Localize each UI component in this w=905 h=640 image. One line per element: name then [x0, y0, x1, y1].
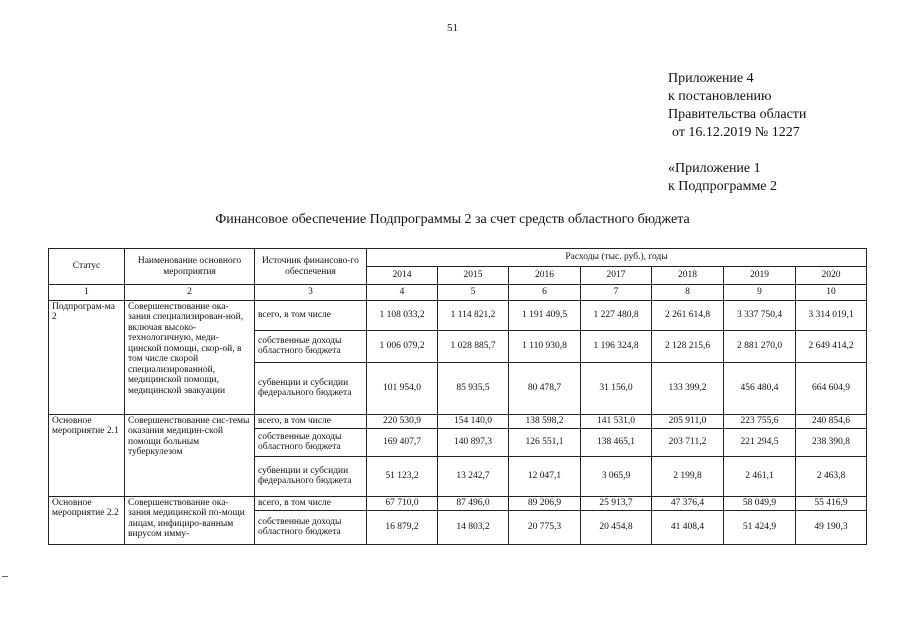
- table-row: [49, 496, 867, 510]
- event-cell: Совершенствование ока-зания медицинской по-мощи лицам, инфициро-ванным вирусом имму-: [125, 496, 255, 544]
- appendix-line: Приложение 4: [668, 71, 754, 86]
- value-cell: 1 110 930,8: [509, 330, 581, 362]
- column-number: 6: [509, 285, 581, 301]
- appendix-line: от 16.12.2019 № 1227: [672, 125, 800, 140]
- table-row: [49, 300, 867, 330]
- status-cell: Основное мероприятие 2.2: [49, 496, 125, 544]
- column-number: 8: [652, 285, 724, 301]
- appendix-ref-block: [668, 160, 777, 196]
- value-cell: 80 478,7: [509, 362, 581, 414]
- value-cell: 2 199,8: [652, 456, 724, 496]
- value-cell: 141 531,0: [581, 414, 652, 428]
- value-cell: 87 496,0: [438, 496, 509, 510]
- value-cell: 205 911,0: [652, 414, 724, 428]
- value-cell: 67 710,0: [367, 496, 438, 510]
- value-cell: 55 416,9: [796, 496, 867, 510]
- value-cell: 138 598,2: [509, 414, 581, 428]
- value-cell: 51 424,9: [724, 510, 796, 544]
- source-cell: всего, в том числе: [255, 496, 367, 510]
- value-cell: 133 399,2: [652, 362, 724, 414]
- source-cell: субвенции и субсидии федерального бюджета: [255, 456, 367, 496]
- value-cell: 13 242,7: [438, 456, 509, 496]
- document-title: Финансовое обеспечение Подпрограммы 2 за счет средств областного бюджета: [215, 212, 690, 227]
- column-number: 10: [796, 285, 867, 301]
- value-cell: 169 407,7: [367, 428, 438, 456]
- value-cell: 126 551,1: [509, 428, 581, 456]
- value-cell: 456 480,4: [724, 362, 796, 414]
- value-cell: 12 047,1: [509, 456, 581, 496]
- event-cell: Совершенствование сис-темы оказания медицин-ской помощи больным туберкулезом: [125, 414, 255, 496]
- header-year: 2017: [581, 267, 652, 285]
- value-cell: 1 227 480,8: [581, 300, 652, 330]
- source-cell: всего, в том числе: [255, 414, 367, 428]
- column-number: 3: [255, 285, 367, 301]
- header-status: Статус: [49, 249, 125, 285]
- header-expenses: Расходы (тыс. руб.), годы: [367, 249, 867, 267]
- column-number: 1: [49, 285, 125, 301]
- status-cell: Подпрограм-ма 2: [49, 300, 125, 414]
- header-year: 2016: [509, 267, 581, 285]
- source-cell: собственные доходы областного бюджета: [255, 428, 367, 456]
- header-event: Наименование основного мероприятия: [125, 249, 255, 285]
- header-year: 2020: [796, 267, 867, 285]
- header-year: 2015: [438, 267, 509, 285]
- value-cell: 47 376,4: [652, 496, 724, 510]
- column-number-row: [49, 285, 867, 301]
- value-cell: 203 711,2: [652, 428, 724, 456]
- value-cell: 2 261 614,8: [652, 300, 724, 330]
- value-cell: 1 108 033,2: [367, 300, 438, 330]
- value-cell: 20 454,8: [581, 510, 652, 544]
- value-cell: 2 649 414,2: [796, 330, 867, 362]
- financing-table: [48, 248, 867, 545]
- value-cell: 3 314 019,1: [796, 300, 867, 330]
- source-cell: собственные доходы областного бюджета: [255, 510, 367, 544]
- value-cell: 3 337 750,4: [724, 300, 796, 330]
- value-cell: 221 294,5: [724, 428, 796, 456]
- value-cell: 1 114 821,2: [438, 300, 509, 330]
- column-number: 9: [724, 285, 796, 301]
- value-cell: 2 881 270,0: [724, 330, 796, 362]
- appendix-ref-line: «Приложение 1: [668, 161, 761, 176]
- value-cell: 49 190,3: [796, 510, 867, 544]
- value-cell: 664 604,9: [796, 362, 867, 414]
- value-cell: 3 065,9: [581, 456, 652, 496]
- table-row: [49, 414, 867, 428]
- value-cell: 2 128 215,6: [652, 330, 724, 362]
- status-cell: Основное мероприятие 2.1: [49, 414, 125, 496]
- value-cell: 1 191 409,5: [509, 300, 581, 330]
- value-cell: 1 028 885,7: [438, 330, 509, 362]
- column-number: 7: [581, 285, 652, 301]
- source-cell: субвенции и субсидии федерального бюджета: [255, 362, 367, 414]
- source-cell: всего, в том числе: [255, 300, 367, 330]
- value-cell: 51 123,2: [367, 456, 438, 496]
- column-number: 5: [438, 285, 509, 301]
- value-cell: 2 463,8: [796, 456, 867, 496]
- value-cell: 31 156,0: [581, 362, 652, 414]
- value-cell: 1 006 079,2: [367, 330, 438, 362]
- event-cell: Совершенствование ока-зания специализирован-ной, включая высоко-технологичную, меди-цинской помощи, скор-ой, в том числе скорой специализированной, медицинской помощи, медицинской эвакуации: [125, 300, 255, 414]
- column-number: 2: [125, 285, 255, 301]
- value-cell: 2 461,1: [724, 456, 796, 496]
- value-cell: 41 408,4: [652, 510, 724, 544]
- source-cell: собственные доходы областного бюджета: [255, 330, 367, 362]
- value-cell: 16 879,2: [367, 510, 438, 544]
- value-cell: 20 775,3: [509, 510, 581, 544]
- column-number: 4: [367, 285, 438, 301]
- value-cell: 89 206,9: [509, 496, 581, 510]
- appendix-line: Правительства области: [668, 107, 807, 122]
- page-number: 51: [447, 22, 458, 34]
- header-year: 2014: [367, 267, 438, 285]
- value-cell: 101 954,0: [367, 362, 438, 414]
- value-cell: 58 049,9: [724, 496, 796, 510]
- value-cell: 240 854,6: [796, 414, 867, 428]
- value-cell: 25 913,7: [581, 496, 652, 510]
- margin-mark: [2, 576, 8, 577]
- value-cell: 140 897,3: [438, 428, 509, 456]
- value-cell: 1 196 324,8: [581, 330, 652, 362]
- header-source: Источник финансово-го обеспечения: [255, 249, 367, 285]
- header-year: 2019: [724, 267, 796, 285]
- appendix-ref-line: к Подпрограмме 2: [668, 179, 778, 194]
- value-cell: 223 755,6: [724, 414, 796, 428]
- value-cell: 85 935,5: [438, 362, 509, 414]
- value-cell: 238 390,8: [796, 428, 867, 456]
- appendix-block: [668, 70, 806, 142]
- header-year: 2018: [652, 267, 724, 285]
- value-cell: 154 140,0: [438, 414, 509, 428]
- value-cell: 14 803,2: [438, 510, 509, 544]
- appendix-line: к постановлению: [668, 89, 772, 104]
- value-cell: 138 465,1: [581, 428, 652, 456]
- value-cell: 220 530,9: [367, 414, 438, 428]
